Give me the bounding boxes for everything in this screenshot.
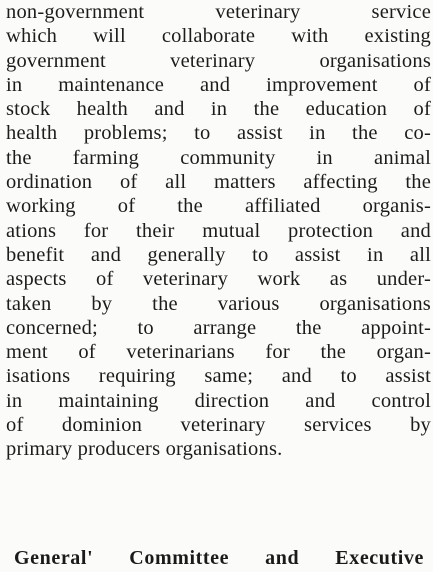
text-line-13: taken by the various organisations bbox=[6, 292, 431, 315]
text-line-19: primary producers organisations. bbox=[6, 438, 283, 461]
text-line-6: health problems; to assist in the co- bbox=[6, 122, 431, 145]
text-line-10: ations for their mutual protection and bbox=[6, 219, 431, 242]
body-paragraph bbox=[6, 0, 431, 462]
text-line-4: in maintenance and improvement of bbox=[6, 73, 431, 96]
text-line-15: ment of veterinarians for the organ- bbox=[6, 341, 431, 364]
text-line-1: non-government veterinary service bbox=[6, 1, 431, 23]
text-line-14: concerned; to arrange the appoint- bbox=[6, 316, 431, 339]
text-line-9: working of the affiliated organis- bbox=[6, 195, 431, 218]
text-line-11: benefit and generally to assist in all bbox=[6, 243, 431, 266]
text-line-7: the farming community in animal bbox=[6, 146, 431, 169]
text-line-18: of dominion veterinary services by bbox=[6, 414, 431, 437]
text-line-16: isations requiring same; and to assist bbox=[6, 365, 431, 388]
text-line-5: stock health and in the education of bbox=[6, 98, 431, 121]
text-line-2: which will collaborate with existing bbox=[6, 25, 431, 48]
text-line-12: aspects of veterinary work as under- bbox=[6, 268, 431, 291]
text-line-17: in maintaining direction and control bbox=[6, 389, 431, 412]
text-line-3: government veterinary organisations bbox=[6, 49, 431, 72]
text-line-8: ordination of all matters affecting the bbox=[6, 171, 431, 194]
section-heading: General' Committee and Executive bbox=[14, 547, 424, 569]
